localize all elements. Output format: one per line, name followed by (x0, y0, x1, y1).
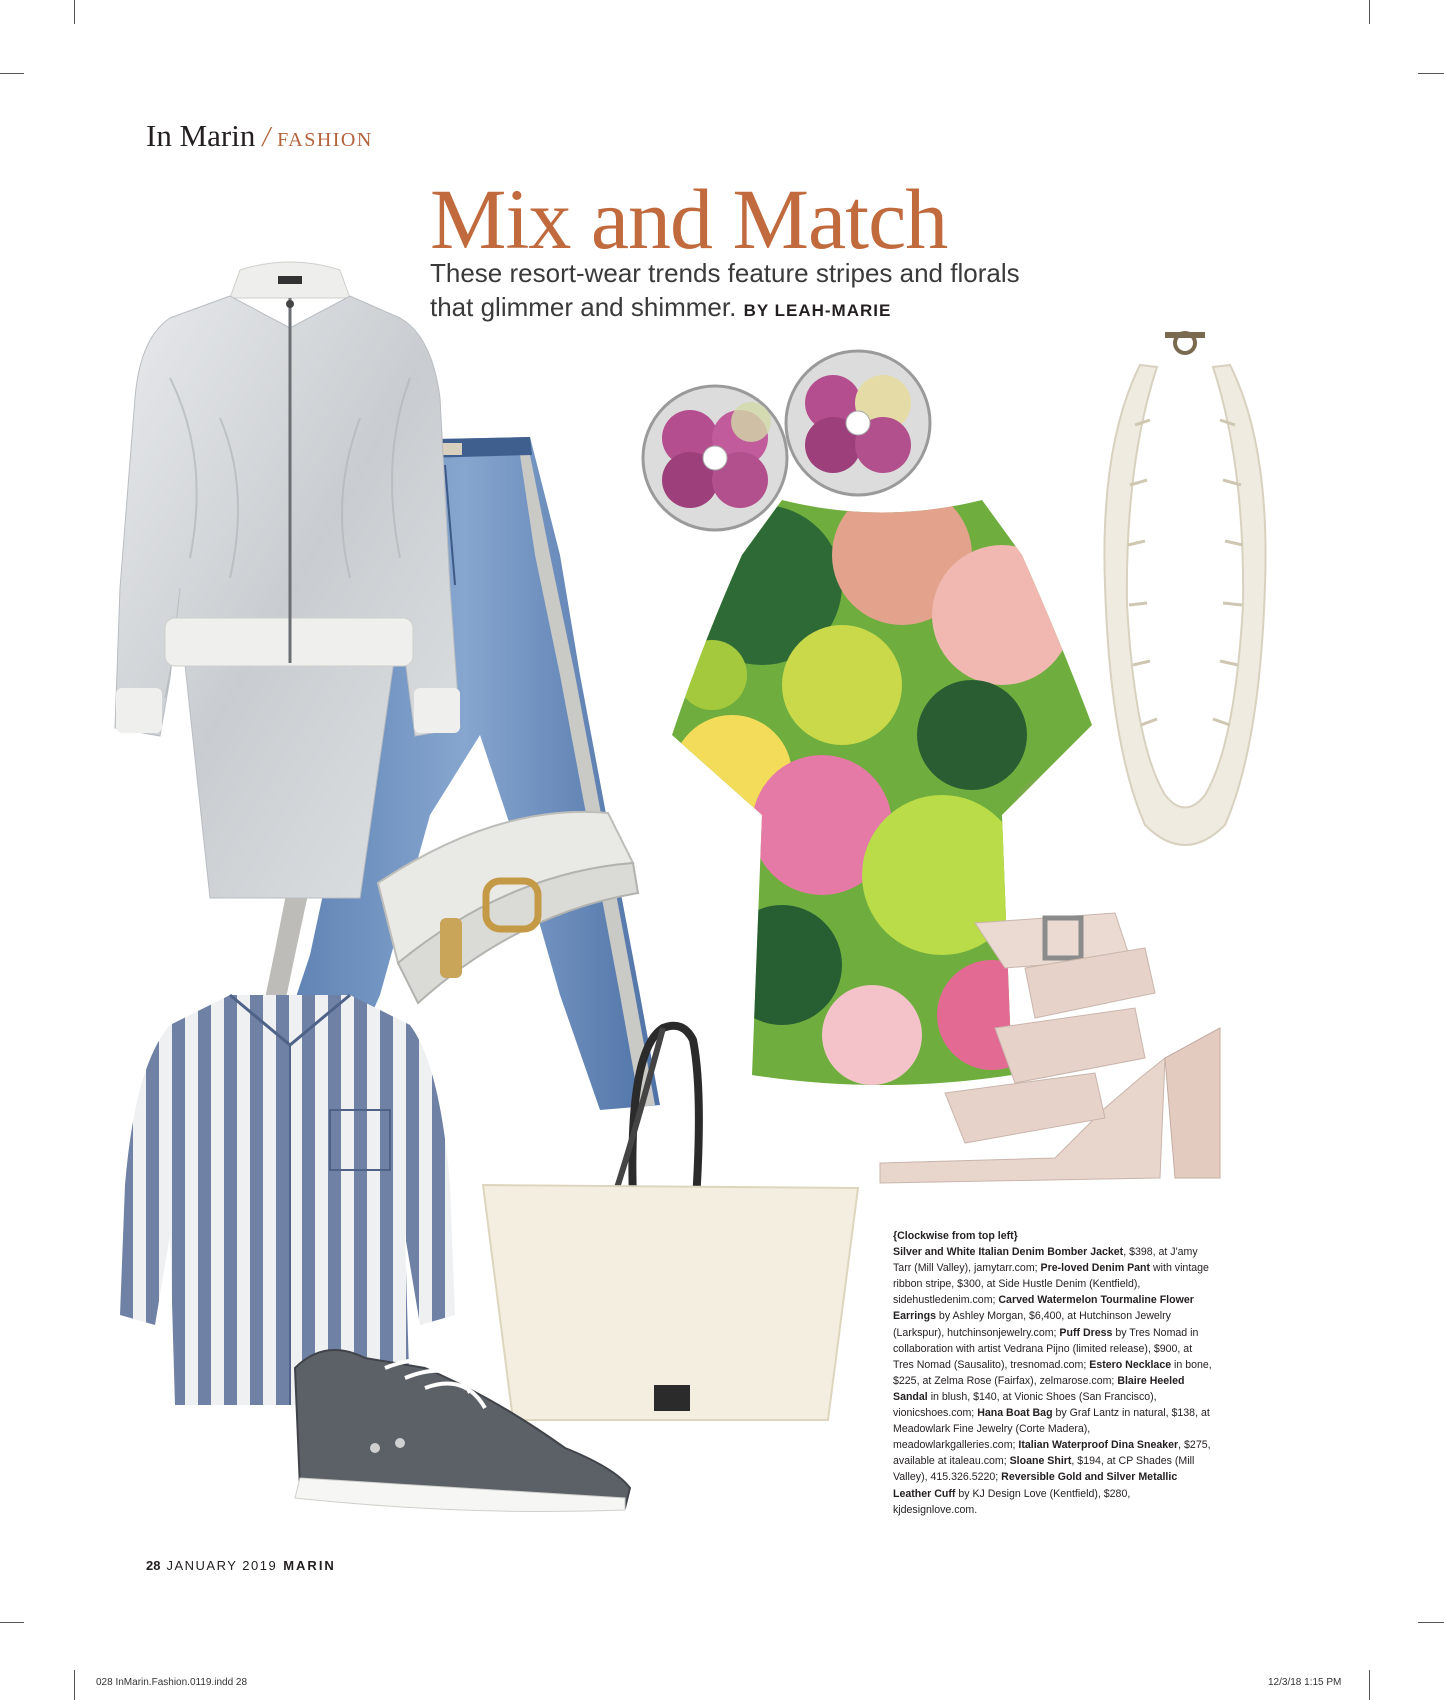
credit-text: in blush, $140, at Vionic Shoes (San Francisco), vionicshoes.com; (893, 1390, 1157, 1420)
credit-bold: Silver and White Italian Denim Bomber Jacket (893, 1246, 1124, 1259)
crop-mark (1418, 73, 1444, 74)
credit-bold: Carved Watermelon Tourmaline Flower Earrings (893, 1294, 1194, 1323)
slug-file: 028 InMarin.Fashion.0119.indd 28 (96, 1677, 248, 1688)
credits-list (893, 1244, 1213, 1518)
section-divider: / (262, 122, 271, 153)
credit-bold: Italian Waterproof Dina Sneaker (1018, 1439, 1179, 1452)
crop-mark (0, 73, 24, 74)
credit-bold: Puff Dress (1059, 1326, 1113, 1339)
section-name: FASHION (277, 129, 373, 151)
credit-bold: Sloane Shirt (1009, 1455, 1072, 1468)
bomber-jacket-image (110, 258, 470, 778)
credit-bold: Hana Boat Bag (977, 1407, 1053, 1420)
crop-mark (1418, 1622, 1444, 1623)
credit-bold: Reversible Gold and Silver Metallic Leather Cuff (893, 1471, 1178, 1500)
article-title: Mix and Match (430, 171, 948, 267)
slug-date: 12/3/18 1:15 PM (1268, 1677, 1342, 1688)
magazine-brand: MARIN (283, 1558, 336, 1573)
credit-text: in bone, $225, at Zelma Rose (Fairfax), zelmarose.com; (893, 1358, 1212, 1387)
credit-text: with vintage ribbon stripe, $300, at Side Hustle Denim (Kentfield), sidehustledenim.com; (893, 1262, 1209, 1307)
credit-bold: Estero Necklace (1089, 1358, 1172, 1371)
credit-bold: Pre-loved Denim Pant (1040, 1262, 1151, 1275)
section-header (146, 118, 373, 154)
credits-intro (893, 1228, 1213, 1244)
page-number: 28 (146, 1558, 161, 1573)
leather-cuff-image (368, 793, 638, 1008)
credit-text: by Graf Lantz in natural, $138, at Meadowlark Fine Jewelry (Corte Madera), meadowlarkgalleries.com; (893, 1407, 1210, 1452)
page-folio (146, 1558, 336, 1573)
credit-bold: Blaire Heeled Sandal (893, 1374, 1185, 1403)
credit-text: , $275, available at italeau.com; (893, 1439, 1211, 1468)
product-credits (893, 1228, 1213, 1518)
dek-text: These resort-wear trends feature stripes and florals that glimmer and shimmer. (430, 258, 1020, 322)
credit-text: by Ashley Morgan, $6,400, at Hutchinson Jewelry (Larkspur), hutchinsonjewelry.com; (893, 1310, 1171, 1339)
credit-text: , $194, at CP Shades (Mill Valley), 415.326.5220; (893, 1455, 1195, 1484)
crop-mark (74, 1670, 75, 1700)
crop-mark (74, 0, 75, 24)
dina-sneaker-image (285, 1338, 635, 1518)
crop-mark (1369, 0, 1370, 24)
magazine-name: In Marin (146, 118, 256, 153)
crop-mark (0, 1622, 24, 1623)
article-dek (430, 256, 1070, 328)
credit-text: , $398, at J'amy Tarr (Mill Valley), jamytarr.com; (893, 1246, 1198, 1275)
heeled-sandal-image (875, 908, 1235, 1188)
credit-text: by Tres Nomad in collaboration with artist Vedrana Pijno (limited release), $900, at Tres Nomad (Sausalito), tresnomad.com; (893, 1326, 1199, 1371)
credit-bold: {Clockwise from top left} (893, 1230, 1018, 1242)
issue-date: JANUARY 2019 (166, 1558, 278, 1573)
byline: BY LEAH-MARIE (743, 301, 892, 320)
crop-mark (1369, 1670, 1370, 1700)
estero-necklace-image (1095, 325, 1275, 865)
credit-text: by KJ Design Love (Kentfield), $280, kjdesignlove.com. (893, 1487, 1131, 1516)
